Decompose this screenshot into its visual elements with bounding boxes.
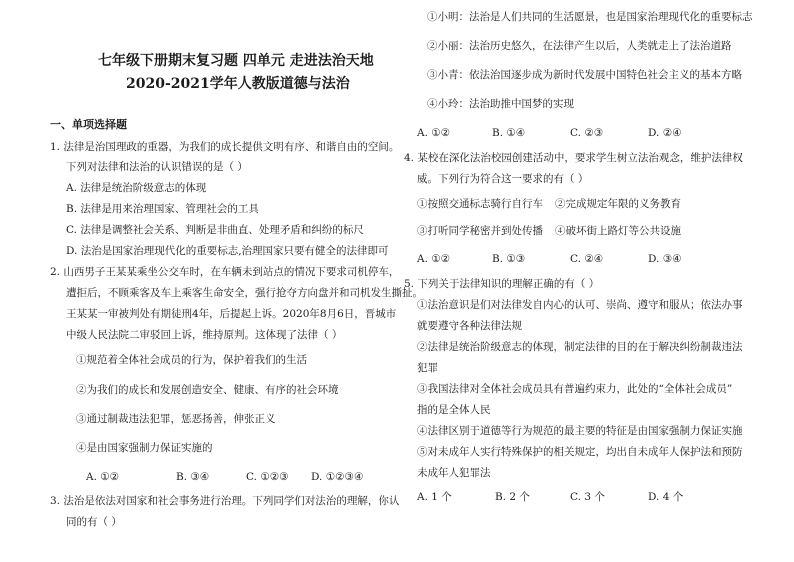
q3-statement-3: ③小青：依法治国逐步成为新时代发展中国特色社会主义的基本方略 [427,69,742,81]
q2-option-d: D. ①②③④ [311,471,364,483]
q4-option-c: C. ②④ [570,253,604,265]
q1-option-d: D. 法治是国家治理现代化的重要标志,治理国家只要有健全的法律即可 [66,245,389,257]
q1-stem-2: 下列对法律和法治的认识错误的是（ ） [66,161,248,173]
q4-statement-1: ①按照交通标志骑行自行车 [417,198,543,210]
q5-statement-5b: 未成年人犯罪法 [417,467,491,479]
q2-statement-3: ③通过制裁违法犯罪，惩恶扬善，伸张正义 [76,413,276,425]
q5-option-c: C. 3 个 [570,491,605,503]
q5-statement-2a: ②法律是统治阶级意志的体现，制定法律的目的在于解决纠纷制裁违法 [417,341,743,353]
q2-option-b: B. ③④ [176,471,210,483]
q2-statement-1: ①规范着全体社会成员的行为，保护着我们的生活 [76,354,307,366]
q5-statement-2b: 犯罪 [417,362,438,374]
q5-statement-1a: ①法治意识是们对法律发自内心的认可、崇尚、遵守和服从；依法办事 [417,299,743,311]
q2-statement-4: ④是由国家强制力保证实施的 [76,442,213,454]
q5-option-b: B. 2 个 [495,491,530,503]
q4-stem-1: 4. 某校在深化法治校园创建活动中，要求学生树立法治观念，维护法律权 [404,152,743,164]
section-heading: 一、单项选择题 [50,118,127,131]
q4-option-d: D. ③④ [648,253,682,265]
q5-statement-1b: 就要遵守各种法律法规 [417,320,522,332]
q4-option-a: A. ①② [417,253,451,265]
q4-statement-4: ④破坏街上路灯等公共设施 [555,225,681,237]
q1-option-c: C. 法律是调整社会关系、判断是非曲直、处理矛盾和纠纷的标尺 [66,224,364,236]
q1-option-a: A. 法律是统治阶级意志的体现 [66,182,207,194]
q3-option-d: D. ②④ [648,127,682,139]
q2-option-c: C. ①②③ [246,471,289,483]
q5-statement-3a: ③我国法律对全体社会成员具有普遍约束力，此处的“全体社会成员” [417,383,733,395]
q4-statement-2: ②完成规定年限的义务教育 [555,198,681,210]
q3-stem-1: 3. 法治是依法对国家和社会事务进行治理。下列同学们对法治的理解，你认 [50,495,400,507]
q2-stem-1: 2. 山西男子王某某乘坐公交车时，在车辆未到站点的情况下要求司机停车， [50,266,400,278]
q5-statement-3b: 指的是全体人民 [417,404,491,416]
q5-statement-5a: ⑤对未成年人实行特殊保护的相关规定，均出自未成年人保护法和预防 [417,446,743,458]
q3-statement-4: ④小玲：法治助推中国梦的实现 [427,98,574,110]
q1-stem-1: 1. 法律是治国理政的重器，为我们的成长提供文明有序、和谐自由的空间。 [50,141,400,153]
q3-statement-1: ①小明：法治是人们共同的生活愿景，也是国家治理现代化的重要标志 [427,11,753,23]
q5-statement-4: ④法律区别于道德等行为规范的最主要的特征是由国家强制力保证实施 [417,425,743,437]
title-line-1: 七年级下册期末复习题 四单元 走进法治天地 [98,53,374,69]
q3-option-c: C. ②③ [570,127,604,139]
q2-option-a: A. ①② [86,471,120,483]
q2-stem-3: 王某某一审被判处有期徒刑4年，后提起上诉。2020年8月6日，晋城市 [66,308,397,320]
q1-option-b: B. 法律是用来治理国家、管理社会的工具 [66,203,259,215]
q4-option-b: B. ①③ [492,253,526,265]
q5-option-a: A. 1 个 [417,491,452,503]
q4-statement-3: ③打听同学秘密并到处传播 [417,225,543,237]
q4-stem-2: 威。下列行为符合这一要求的有（ ） [417,173,589,185]
q2-stem-2: 遭拒后，不顾乘客及车上乘客生命安全，强行抢夺方向盘并和司机发生撕扯。 [66,287,423,299]
q3-stem-2: 同的有（ ） [66,516,122,528]
title-line-2: 2020-2021学年人教版道德与法治 [126,76,350,92]
q3-option-b: B. ①④ [492,127,526,139]
q5-option-d: D. 4 个 [648,491,684,503]
q2-stem-4: 中级人民法院二审驳回上诉，维持原判。这体现了法律（ ） [66,329,343,341]
q5-stem: 5. 下列关于法律知识的理解正确的有（ ） [404,278,600,290]
q2-statement-2: ②为我们的成长和发展创造安全、健康、有序的社会环境 [76,384,339,396]
q3-statement-2: ②小丽：法治历史悠久，在法律产生以后，人类就走上了法治道路 [427,40,732,52]
q3-option-a: A. ①② [417,127,451,139]
